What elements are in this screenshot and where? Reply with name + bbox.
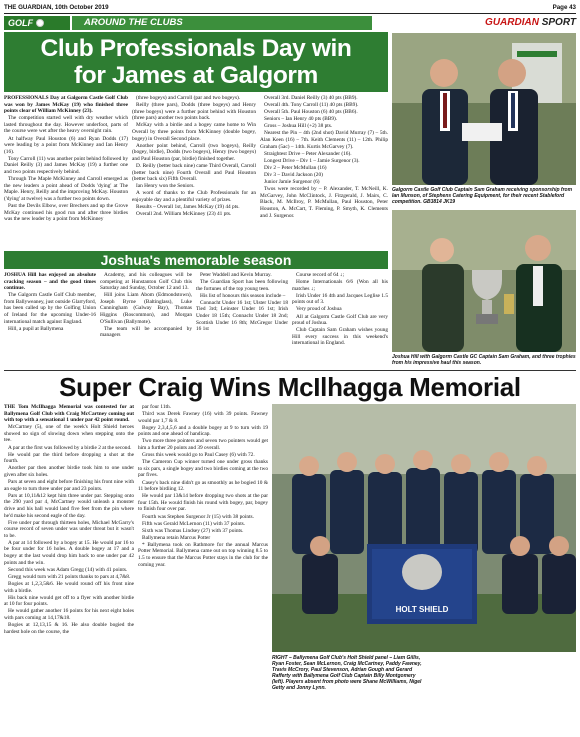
article-paragraph: Pars at 10,11&12 kept him three under par. Stepping onto the 290 yard par 4, McCartney would unleash a monster drive and his ball would land five feet from the pin where he'd make his second eagle of the day. [4,492,134,519]
section-title: AROUND THE CLUBS [72,16,372,30]
article-paragraph: Overall 5th. Paul Houston (6) 40 pts (BB6). [264,109,358,116]
paper-date: THE GUARDIAN, 10th October 2019 [4,4,109,11]
article-paragraph: Gross – Joshua Hill (+2) 38 pts. [264,123,333,130]
article-paragraph: Overall 3rd. Daniel Reilly (3) 40 pts (BB9). [264,95,358,101]
article-paragraph: Gross this week would go to Paul Casey (6) with 72. [142,452,255,459]
article-paragraph: Second this week was Adam Gregg (14) with 41 points. [8,566,128,573]
article-paragraph: Twos were recorded by – P. Alexander, T. McNeill, K. McGarvey, John McClintock, J. Fitzgerald, J. Mairs, C. Black, M. McIlroy, P. McMullan, Paul Houston, Peter Houston, A. McCart, T. Fleming, P. Smyth, K. Clements and J. Surgenor. [260,186,388,219]
article-paragraph: He would gather another 16 points for his next eight holes with pars coming at 14,17&18. [4,608,134,621]
story1-photo-caption: Galgorm Castle Golf Club Captain Sam Graham receiving sponsorship from Ian Munson, of Stephens Catering Equipment, for their recent Stableford competition. GB3814 JK19 [392,187,573,205]
article-paragraph: Seniors – Ian Henry 40 pts (BB9). [264,116,338,123]
article-paragraph: (three bogeys) and Carroll (par and two bogeys). [136,95,241,101]
article-paragraph: Home Internationals 6/6 (Won all his matches ↓; [292,279,388,292]
article-paragraph: McCartney (5), one of the week's Holt Shield heroes showed no sign of slowing down when stepping onto the tee. [4,424,134,444]
article-paragraph: The competition started well with dry weather which lasted throughout the day. However underfoot, parts of the course were wet after the heavy overnight rain. [4,115,128,135]
article-paragraph: Irish Under 16 4th and Jacques Leglise 1.5 points out of 3. [292,292,388,306]
article-paragraph: Bogies at 1,2,3,5&6. He would round off his front nine with a birdie. [4,580,134,594]
brand-logo: GUARDIAN SPORT [485,17,576,28]
article-paragraph: Pars at seven and eight before finishing his front nine with an eagle to turn three under par and 23 points. [4,479,134,492]
story2-column-3 [196,272,288,370]
story2-headline: Joshua's memorable season [4,251,388,269]
article-paragraph: Peter Waddell and Kevin Murray. [200,272,272,278]
page-header [4,2,576,14]
article-paragraph: Club Captain Sam Graham wishes young Hill every success in this weekend's international in England. [292,327,388,347]
article-paragraph: Sixth was Thomas Lindsey (27) with 37 points. [142,527,244,534]
article-paragraph: The team will be accompanied by managers [100,325,192,339]
article-paragraph: Tony Carroll (11) was another point behind followed by Daniel Reilly (3) and James McKay (19) a further one and two points respectively behind. [4,155,128,176]
article-paragraph: D. Reilly (better back nine) came Third Overall, Carroll (better back nine) Fourth Overall and Paul Houston (better back six) Fifth Overall. [132,162,256,183]
article-paragraph: Bogey 2,3,4,5,6 and a double bogey at 9 to turn with 19 points and one ahead of handicap. [138,424,268,438]
article-paragraph: par four 11th. [142,404,172,410]
article-paragraph: Five under par through thirteen holes, Michael McGarry's course record of seven under was under threat but it wasn't to be. [4,519,134,539]
story2-column-2 [100,272,192,370]
article-paragraph: Div 3 – David Jackson (20) [264,172,323,179]
article-paragraph: He would par the third before dropping a shot at the fourth. [4,451,134,465]
article-paragraph: Results – Overall 1st, James McKay (19) 44 pts. [136,204,240,210]
article-paragraph: Longest Drive – Div 1 – Jamie Surgenor (3). [264,157,360,164]
article-paragraph: Past the Devils Elbow, over Brechers and up the Grove McKay continued his good run and after three birdies was the new leader by a point from McKinney [4,203,128,223]
article-paragraph: His list of honours this season include – [200,292,286,299]
article-paragraph: Through The Maple McKinney and Carroll emerged as the new leaders a point ahead of Dodds 'dying' at The Maple. Henry, Reilly and the improving McKay. Houston ('dying' at twelve) was a further two points down. [4,176,128,202]
article-paragraph: Course record of 64 ↓; [296,272,345,278]
article-paragraph: At halfway Paul Houston (6) and Ryan Dodds (17) were leading by a point from McKinney and Ian Henry (16). [4,135,128,155]
article-paragraph: His back nine would get off to a flyer with another birdie at 10 for four points. [4,594,134,608]
article-paragraph: The Cameron Cup winner turned one under gross thanks to six pars, a single bogey and two birdies coming at the two par fives. [138,459,268,479]
story3-headline: Super Craig Wins McIlhagga Memorial [59,372,521,402]
article-paragraph: Hill joins Liam Abom (Edmondstown), Joseph Byrne (Baltinglass), Luke Cunningham (Galway Bay), Thomas Higgins (Roscommon), and Morgan O'Sullivan (Ballymote). [100,292,192,325]
story2-column-1 [4,272,96,370]
story2-column-4 [292,272,388,370]
story3-photo [272,404,576,652]
banner-text: HOLT SHIELD [395,605,449,614]
article-paragraph: Overall 2nd. William McKinney (23) 41 pts. [136,211,232,218]
page-number: Page 43 [552,4,576,11]
article-paragraph: The Guardian Sport has been following the fortunes of the top young teen. [196,279,288,292]
article-paragraph: Very proud of Joshua [296,306,342,313]
article-paragraph: All at Galgorm Castle Golf Club are very proud of Joshua. [292,313,388,327]
story2-photo-caption: Joshua Hill with Galgorm Castle GC Captain Sam Graham, and three trophies from his impressive haul this season. [392,354,576,366]
article-paragraph: Reilly (three pars), Dodds (three bogeys) and Henry (three bogeys) were a further point behind with Houston (three pars) another two points back. [132,102,256,122]
article-paragraph: Casey's back nine didn't go as smoothly as he bogied 10 & 11 before birdiing 12. [138,479,268,493]
article-paragraph: JOSHUA Hill has enjoyed an absolute cracking season – and the good times continue. [4,272,96,292]
story3-column-2 [138,404,268,734]
article-paragraph: Bogies at 12,13,15 & 16. He also double bogied the hardest hole on the course, the [4,622,134,635]
article-paragraph: PROFESSIONALS Day at Galgorm Castle Golf Club was won by James McKay (19) who finished three points clear of William McKinney (23). [4,95,128,115]
story3-column-1 [4,404,134,734]
article-paragraph: THE Tom McIlhagga Memorial was contested for at Ballymena Golf Club with Craig McCartney coming out with top with a sensational 1 under par 42 point round. [4,404,134,424]
story1-column-1 [4,95,128,249]
article-paragraph: Junior Jamie Surgenor (6) [264,179,320,186]
article-paragraph: Another par then another birdie took him to one under given after six holes. [4,465,134,478]
presentation-photo-icon [392,33,576,185]
team-photo-icon [272,404,576,652]
article-paragraph: Ballymena retain Marcus Potter [142,534,211,541]
article-paragraph: Fourth was Stephen Surgenor Jr (15) with 38 points. [142,513,254,520]
golf-ball-icon [36,19,44,27]
article-paragraph: He would par 13&14 before dropping two shots at the par four 15th. He would finish his round with bogey, par, bogey to finish four over par. [138,493,268,513]
story1-headline: Club Professionals Day win for James at Galgorm [4,32,388,92]
article-paragraph: Hill, a pupil at Ballymena [8,325,64,332]
story3-photo-caption: RIGHT – Ballymena Golf Club's Holt Shield panel – Liam Gillis, Ryan Foster, Sean McLernon, Craig McCartney, Paddy Fawney, Travis McCrory, Paul Stevenson, Adrian Gough and Gerard Rafferty with Ballymena Golf Club Captain Billy Montgomery (left). Players absent from photo were Shane McWilliams, Nigel Getty and Jonny Lynn. [272,655,422,691]
story1-column-2 [132,95,256,249]
article-paragraph: Ian Henry won the Seniors. [136,183,195,190]
article-paragraph: Nearest the Pin – 4th (2nd shot) David Murray (7) – 5th. Alan Keen (16) – 7th. Keith Clements (11) – 12th. Philip Graham (5ac) – 14th. Kurtis McGarvey (7). [260,130,388,150]
article-paragraph: A word of thanks to the Club Professionals for an enjoyable day and a plentiful variety of prizes. [132,190,256,203]
article-paragraph: Overall 4th. Tony Carroll (11) 40 pts (BB9). [264,102,359,109]
divider [4,370,576,371]
story1-photo [392,33,576,185]
article-paragraph: Academy, and his colleagues will be competing at Hunstanton Golf Club this Saturday and Sunday, October 12 and 13. [100,272,192,292]
article-paragraph: Two more three pointers and seven two pointers would get him a further 20 points and 39 overall. [138,438,268,452]
article-paragraph: Connacht Under 16 1st; Ulster Under 18 Tied 3rd; Leinster Under 16 1st; Irish Under 18 15th; Connacht Under 18 2nd; Scottish Under 16 8th; McGregor Under 16 1st [196,299,288,333]
article-paragraph: Third was Derek Fawney (16) with 39 points. Fawney would par 1,7 & 8. [138,411,268,424]
article-paragraph: Fifth was Gerald McLernon (11) with 37 points. [142,520,246,527]
section-tag: GOLF [4,16,70,30]
article-paragraph: Straightest Drive – Peter Alexander (16). [264,150,352,157]
article-paragraph: A par at the first was followed by a birdie 2 at the second. [8,444,132,451]
story2-photo [392,210,576,352]
article-paragraph: Gregg would turn with 21 points thanks to pars at 4,7&8. [8,573,131,580]
trophy-photo-icon [392,210,576,352]
story1-column-3 [260,95,388,249]
article-paragraph: * Ballymena took on Rathmore for the annual Marcus Potter Memorial. Ballymena came out on top winning 8.5 to 1.5 to ensure that the Marcus Potter stays in the club for the coming year. [138,541,268,568]
article-paragraph: A par at 14 followed by a bogey at 15. He would par 16 to be four under for 16 holes. A double bogey at 17 and a bogey at the last would drop him back to one under par 42 points and the win. [4,539,134,566]
article-paragraph: Div 2 – Peter McMullan (16) [264,164,327,171]
article-paragraph: McKay with a birdie and a bogey came home to Win Overall by three points from McKinney (double bogey, bogey) in Overall Second place. [132,122,256,142]
section-bar [4,16,576,30]
article-paragraph: The Galgorm Castle Golf Club member, from Ballyweaney, just outside Glarryford, has been called up by the Golfing Union of Ireland for the upcoming Under-16 international match against England. [4,292,96,325]
article-paragraph: Another point behind, Carroll (two bogeys), Reilly (bogey, birdie), Dodds (two bogeys), Henry (two bogeys) and Paul Houston (par, birdie) finished together. [132,142,256,162]
